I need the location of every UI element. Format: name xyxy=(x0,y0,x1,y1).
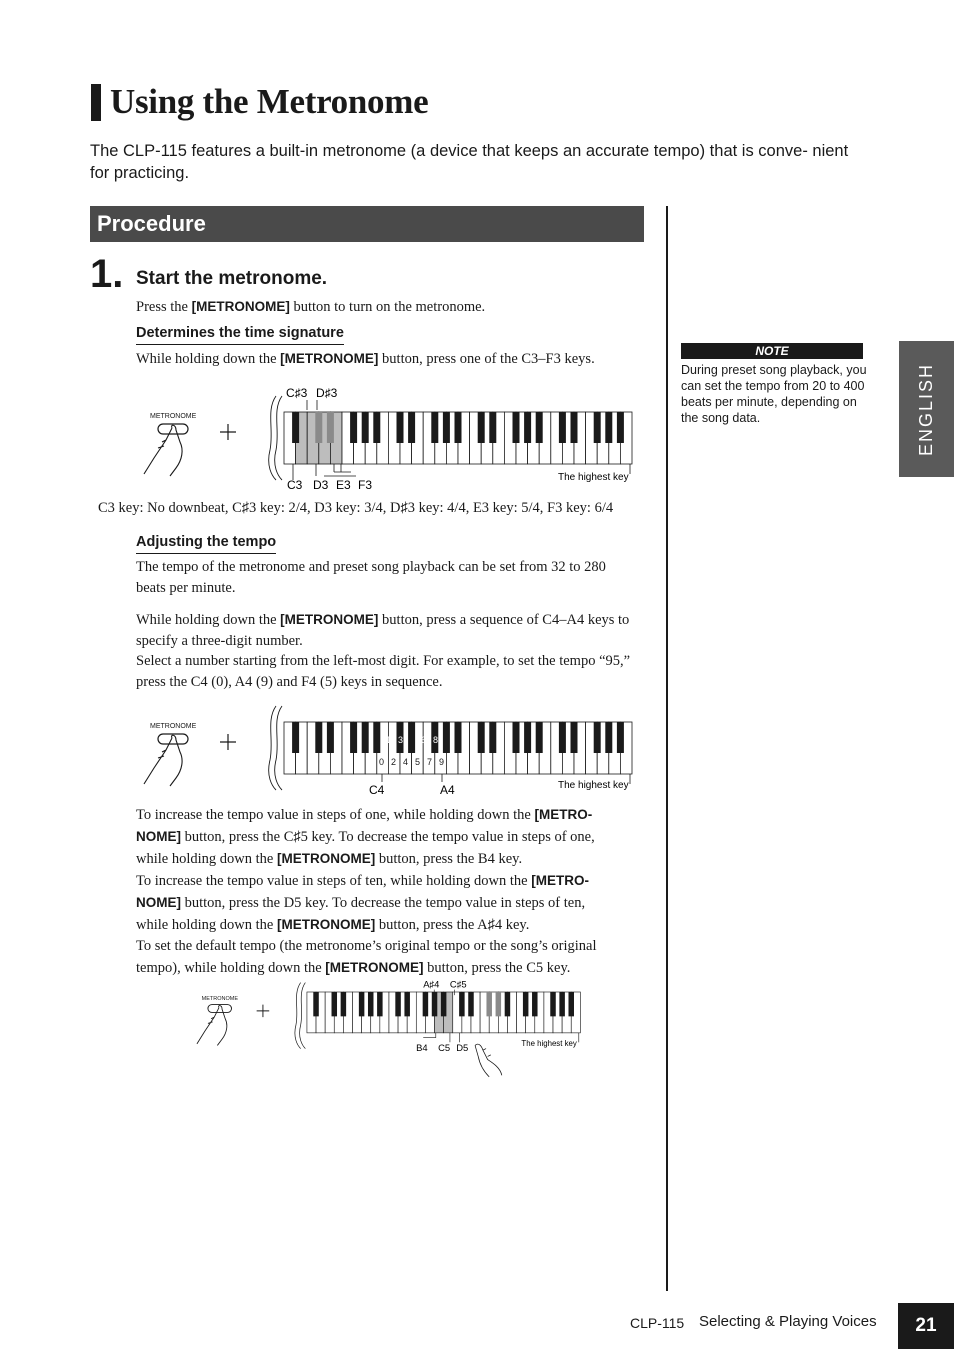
black-key xyxy=(524,412,531,443)
text: button, press the C5 key. xyxy=(423,960,571,976)
black-key xyxy=(423,992,429,1016)
metronome-key-ref: [METRONOME] xyxy=(191,299,290,314)
text: Press the xyxy=(136,299,192,315)
black-key xyxy=(568,992,574,1016)
footer-section: Selecting & Playing Voices xyxy=(699,1313,877,1330)
black-key xyxy=(395,992,401,1016)
text: button to turn on the metronome. xyxy=(289,299,486,315)
black-key xyxy=(443,412,450,443)
black-key xyxy=(432,992,438,1016)
black-key xyxy=(489,412,496,443)
metronome-key-ref: [METRONOME] xyxy=(280,351,379,366)
key-label-b4: B4 xyxy=(416,1041,428,1053)
time-signature-instruction xyxy=(136,348,595,370)
digit-label-4: 4 xyxy=(403,757,409,767)
text: button, press one of the C3–F3 keys. xyxy=(378,351,595,367)
black-key xyxy=(536,722,543,753)
column-divider xyxy=(666,206,668,1291)
black-key xyxy=(373,722,380,753)
digit-label-7: 7 xyxy=(427,757,433,767)
black-key xyxy=(594,412,601,443)
highest-key-label: The highest key xyxy=(558,472,629,483)
tempo-range-paragraph: The tempo of the metronome and preset song playback can be set from 32 to 280 beats per minute. xyxy=(136,559,606,596)
step-number: 1. xyxy=(90,252,124,296)
text-line xyxy=(136,826,656,848)
text: To increase the tempo value in steps of ten, while holding down the xyxy=(136,873,532,889)
keyboard-break-icon xyxy=(269,706,282,790)
key-label-c4: C4 xyxy=(369,783,385,797)
black-key xyxy=(617,722,624,753)
black-key xyxy=(478,722,485,753)
black-key xyxy=(486,992,492,1016)
digit-label-3: 3 xyxy=(398,735,404,745)
text-line xyxy=(136,848,656,870)
key-label-csharp5: C♯5 xyxy=(449,978,467,990)
metronome-key-ref: [METRONOME] xyxy=(276,917,376,932)
key-label-c3: C3 xyxy=(287,478,303,492)
black-key xyxy=(559,992,565,1016)
key-label-csharp3: C♯3 xyxy=(286,386,308,400)
black-key xyxy=(292,722,299,753)
black-key xyxy=(550,992,556,1016)
black-key xyxy=(397,412,404,443)
metronome-label: METRONOME xyxy=(150,723,197,730)
text: while holding down the xyxy=(136,851,277,867)
black-key xyxy=(332,992,338,1016)
black-key xyxy=(524,722,531,753)
black-key xyxy=(315,412,322,443)
text-line xyxy=(136,892,656,914)
text: While holding down the xyxy=(136,351,281,367)
plus-icon xyxy=(220,424,236,440)
black-key xyxy=(489,722,496,753)
digit-label-0: 0 xyxy=(379,757,385,767)
black-key xyxy=(605,722,612,753)
title-bar-mark xyxy=(91,84,101,121)
intro-paragraph: The CLP-115 features a built-in metronome (a device that keeps an accurate tempo) that is conve- nient for practicing. xyxy=(90,142,849,182)
key-label-a4: A4 xyxy=(440,783,455,797)
metronome-key-ref: [METRO- xyxy=(534,807,593,822)
black-key xyxy=(362,412,369,443)
black-key xyxy=(350,412,357,443)
black-key xyxy=(408,412,415,443)
black-key xyxy=(594,722,601,753)
page-title: Using the Metronome xyxy=(110,82,429,121)
digit-label-1: 1 xyxy=(386,735,392,745)
black-key xyxy=(341,992,347,1016)
black-key xyxy=(536,412,543,443)
black-key xyxy=(513,412,520,443)
key-label-asharp4: A♯4 xyxy=(423,978,440,990)
key-label-f3: F3 xyxy=(358,478,373,492)
black-key xyxy=(532,992,538,1016)
key-label-dsharp3: D♯3 xyxy=(316,386,338,400)
black-key xyxy=(373,412,380,443)
metronome-button-icon xyxy=(197,996,238,1046)
page-number: 21 xyxy=(898,1303,954,1349)
digit-label-5: 5 xyxy=(415,757,421,767)
metronome-button-icon xyxy=(144,413,197,476)
step-instruction xyxy=(136,296,485,318)
text: button, press a sequence of C4–A4 keys to specify a three-digit number. xyxy=(136,612,630,649)
black-key xyxy=(468,992,474,1016)
key-label-e3: E3 xyxy=(336,478,351,492)
note-tag: NOTE xyxy=(681,343,863,359)
metronome-label: METRONOME xyxy=(150,413,197,420)
black-key xyxy=(571,412,578,443)
black-key xyxy=(455,722,462,753)
black-key xyxy=(459,992,465,1016)
black-key xyxy=(478,412,485,443)
black-key xyxy=(350,722,357,753)
highest-key-label: The highest key xyxy=(558,780,629,791)
digit-label-8: 8 xyxy=(433,735,439,745)
black-key xyxy=(313,992,319,1016)
text-line xyxy=(136,804,656,826)
metronome-key-ref: NOME] xyxy=(136,829,181,844)
text: tempo), while holding down the xyxy=(136,960,326,976)
black-key xyxy=(327,722,334,753)
language-tab-label: ENGLISH xyxy=(916,362,936,456)
text: button, press the A♯4 key. xyxy=(375,917,530,933)
text-line: To set the default tempo (the metronome’s original tempo or the song’s original xyxy=(136,938,597,954)
text-line xyxy=(136,870,656,892)
black-key xyxy=(617,412,624,443)
note-text: During preset song playback, you can set the tempo from 20 to 400 beats per minute, depending on the song data. xyxy=(681,363,867,425)
plus-icon xyxy=(220,734,236,750)
plus-icon xyxy=(257,1005,270,1018)
keyboard-diagram-tempo-steps xyxy=(136,970,646,1080)
keyboard-diagram-tempo-digits xyxy=(136,690,646,800)
tempo-example-paragraph: Select a number starting from the left-most digit. For example, to set the tempo “95,” press the C4 (0), A4 (9) and F4 (5) keys in sequence. xyxy=(136,653,631,690)
black-key xyxy=(368,992,374,1016)
metronome-key-ref: [METRONOME] xyxy=(325,960,424,975)
black-key xyxy=(496,992,502,1016)
black-key xyxy=(523,992,529,1016)
metronome-label: METRONOME xyxy=(201,995,239,1002)
time-signature-heading: Determines the time signature xyxy=(136,323,344,345)
black-key xyxy=(559,412,566,443)
footer-model: CLP-115 xyxy=(630,1315,685,1331)
metronome-button-icon xyxy=(144,723,197,786)
metronome-key-ref: [METRONOME] xyxy=(276,851,376,866)
metronome-key-ref: [METRO- xyxy=(531,873,589,888)
black-key xyxy=(605,412,612,443)
black-key xyxy=(408,722,415,753)
black-key xyxy=(327,412,334,443)
text-line xyxy=(136,914,656,936)
black-key xyxy=(431,412,438,443)
black-key xyxy=(315,722,322,753)
digit-label-6: 6 xyxy=(421,735,427,745)
metronome-key-ref: [METRONOME] xyxy=(280,612,379,627)
keyboard-break-icon xyxy=(295,983,305,1049)
black-key xyxy=(441,992,447,1016)
text: while holding down the xyxy=(136,917,277,933)
metronome-key-ref: NOME] xyxy=(136,895,181,910)
time-signature-caption: C3 key: No downbeat, C♯3 key: 2/4, D3 key: 3/4, D♯3 key: 4/4, E3 key: 5/4, F3 key: 6/4 xyxy=(98,500,614,516)
highest-key-label: The highest key xyxy=(521,1039,577,1049)
black-key xyxy=(559,722,566,753)
text: While holding down the xyxy=(136,612,281,628)
step-heading: Start the metronome. xyxy=(136,268,328,289)
black-key xyxy=(377,992,383,1016)
text: To increase the tempo value in steps of one, while holding down the xyxy=(136,807,535,823)
black-key xyxy=(455,412,462,443)
tempo-step-paragraph xyxy=(136,804,656,979)
tempo-heading: Adjusting the tempo xyxy=(136,532,276,554)
text: button, press the D5 key. To decrease the tempo value in steps of ten, xyxy=(181,895,586,911)
text: button, press the B4 key. xyxy=(375,851,523,867)
keyboard-break-icon xyxy=(269,396,282,480)
black-key xyxy=(292,412,299,443)
black-key xyxy=(404,992,410,1016)
black-key xyxy=(362,722,369,753)
digit-label-2: 2 xyxy=(391,757,397,767)
black-key xyxy=(571,722,578,753)
black-key xyxy=(359,992,365,1016)
key-label-d5: D5 xyxy=(456,1041,469,1053)
black-key xyxy=(505,992,511,1016)
text: button, press the C♯5 key. To decrease the tempo value in steps of one, xyxy=(181,829,595,845)
keyboard-diagram-time-signature xyxy=(136,380,646,490)
black-key xyxy=(513,722,520,753)
black-key xyxy=(443,722,450,753)
pressing-hand-icon xyxy=(475,1044,502,1077)
tempo-sequence-paragraph xyxy=(136,609,646,652)
key-label-d3: D3 xyxy=(313,478,329,492)
procedure-heading: Procedure xyxy=(97,211,206,236)
key-label-c5: C5 xyxy=(438,1041,451,1053)
digit-label-9: 9 xyxy=(439,757,445,767)
